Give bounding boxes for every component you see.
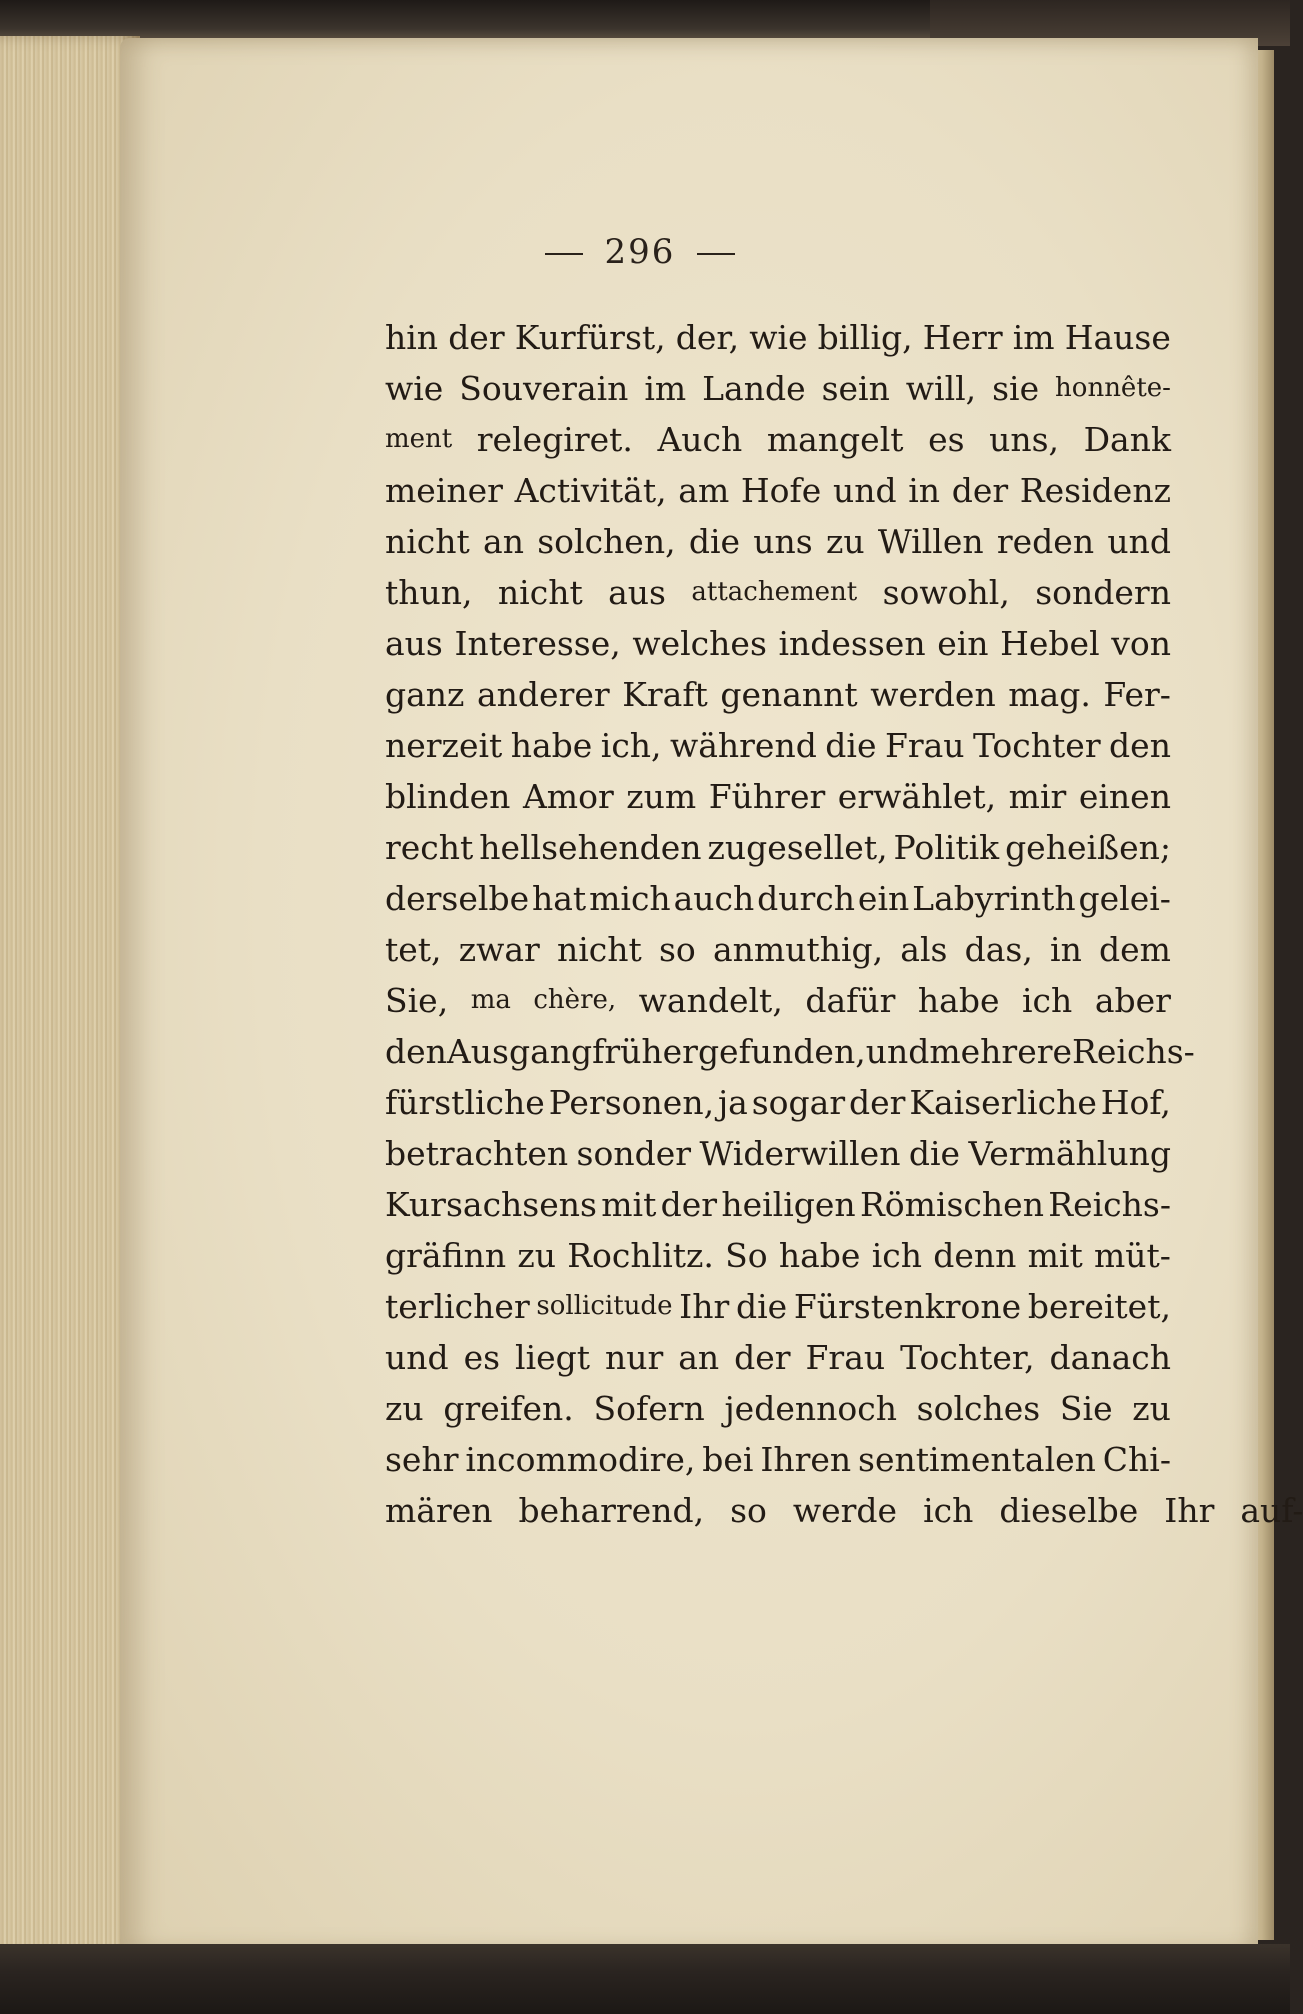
word: Sie, [385, 981, 449, 1020]
word: incommodire, [465, 1440, 696, 1479]
word: sein [821, 369, 890, 408]
word: Reichs- [1048, 1185, 1171, 1224]
word: Fürstenkrone [793, 1287, 1022, 1326]
word: indessen [778, 624, 926, 663]
word: an [483, 522, 524, 561]
word: und [1107, 522, 1171, 561]
word: sondern [1035, 573, 1171, 612]
word: mit [601, 1185, 657, 1224]
word: Interesse, [454, 624, 621, 663]
word: Auch [657, 420, 743, 459]
word: habe [510, 726, 593, 765]
word: hin [385, 318, 439, 357]
word: solchen, [537, 522, 676, 561]
word: einen [1078, 777, 1171, 816]
word: zu [825, 522, 865, 561]
word: Politik [893, 828, 1000, 867]
word: ich [871, 1236, 922, 1275]
word: Sie [1059, 1389, 1113, 1428]
word: hellsehenden [479, 828, 702, 867]
word: sehr [385, 1440, 459, 1479]
word: zum [626, 777, 697, 816]
word: die [908, 1134, 961, 1173]
word: thun, [385, 573, 473, 612]
word: anmuthig, [712, 930, 884, 969]
word: beharrend, [518, 1491, 705, 1530]
word: Souverain [459, 369, 629, 408]
word: Reichs- [1072, 1032, 1195, 1071]
word: im [1012, 318, 1055, 357]
word: Labyrinth [912, 879, 1076, 918]
word: jedennoch [724, 1389, 897, 1428]
word: uns, [989, 420, 1060, 459]
word: dieselbe [999, 1491, 1139, 1530]
word: es [928, 420, 965, 459]
word: meiner [385, 471, 503, 510]
text-line [385, 618, 1171, 669]
word: so [658, 930, 696, 969]
page-header [490, 232, 790, 272]
word: ganz [385, 675, 465, 714]
word: relegiret. [476, 420, 633, 459]
word: aus [608, 573, 666, 612]
word: mangelt [766, 420, 904, 459]
text-line [385, 873, 1171, 924]
word: Kurfürst, [514, 318, 666, 357]
word: Sofern [593, 1389, 705, 1428]
word: ein [857, 879, 910, 918]
word: werde [792, 1491, 898, 1530]
word: Chi- [1102, 1440, 1171, 1479]
word: nur [605, 1338, 664, 1377]
word: nicht [556, 930, 642, 969]
text-line [385, 567, 1171, 618]
word: terlicher [385, 1287, 530, 1326]
word: sowohl, [882, 573, 1010, 612]
word: früher [592, 1032, 698, 1071]
word: betrachten [385, 1134, 569, 1173]
text-line [385, 1434, 1171, 1485]
word: Ihr [679, 1287, 730, 1326]
text-line [385, 975, 1171, 1026]
word: die [688, 522, 741, 561]
text-line [385, 1383, 1171, 1434]
word: die [735, 1287, 788, 1326]
word: habe [778, 1236, 861, 1275]
word: Residenz [1019, 471, 1171, 510]
word: wie [749, 318, 808, 357]
text-line [385, 669, 1171, 720]
word: ma [470, 985, 511, 1015]
word: geheißen; [1005, 828, 1171, 867]
text-line [385, 1128, 1171, 1179]
word: liegt [515, 1338, 591, 1377]
word: Hofe [740, 471, 822, 510]
word: Dank [1083, 420, 1171, 459]
word: Ihr [1164, 1491, 1215, 1530]
word: am [678, 471, 730, 510]
word: müt- [1093, 1236, 1171, 1275]
word: bereitet, [1027, 1287, 1171, 1326]
word: in [1050, 930, 1082, 969]
book-bottom-shadow [0, 1944, 1290, 2014]
word: honnête- [1055, 373, 1171, 403]
word: dem [1099, 930, 1171, 969]
word: Kraft [622, 675, 708, 714]
word: wie [385, 369, 444, 408]
word: so [730, 1491, 767, 1530]
word: gräfinn [385, 1236, 507, 1275]
word: Frau [884, 726, 965, 765]
word: reden [996, 522, 1095, 561]
word: Frau [805, 1338, 886, 1377]
word: Herr [922, 318, 1003, 357]
word: ja [717, 1083, 748, 1122]
word: ich [923, 1491, 974, 1530]
word: Ausgang [446, 1032, 593, 1071]
word: der [734, 1338, 791, 1377]
word: mag. [1008, 675, 1091, 714]
word: gefunden, [697, 1032, 866, 1071]
word: auf- [1240, 1491, 1303, 1530]
word: gelei- [1078, 879, 1171, 918]
word: ich [1022, 981, 1073, 1020]
word: Widerwillen [699, 1134, 901, 1173]
word: aus [385, 624, 443, 663]
word: von [1111, 624, 1171, 663]
word: zugesellet, [707, 828, 888, 867]
word: während [669, 726, 817, 765]
word: der [448, 318, 505, 357]
text-line [385, 1179, 1171, 1230]
word: den [385, 1032, 447, 1071]
word: sogar [751, 1083, 846, 1122]
word: billig, [817, 318, 913, 357]
word: greifen. [443, 1389, 574, 1428]
text-line [385, 720, 1171, 771]
header-dash-right [697, 253, 735, 255]
word: zu [517, 1236, 556, 1275]
word: als [900, 930, 948, 969]
text-line [385, 414, 1171, 465]
word: Willen [877, 522, 984, 561]
word: Kaiserliche [909, 1083, 1097, 1122]
word: erwählet, [837, 777, 997, 816]
text-line [385, 1281, 1171, 1332]
word: Rochlitz. [567, 1236, 714, 1275]
word: danach [1049, 1338, 1171, 1377]
word: Hebel [1000, 624, 1100, 663]
word: wandelt, [638, 981, 783, 1020]
word: zwar [458, 930, 540, 969]
text-line [385, 1026, 1195, 1077]
text-line [385, 1332, 1171, 1383]
word: es [463, 1338, 501, 1377]
word: werden [870, 675, 996, 714]
word: an [678, 1338, 720, 1377]
word: der [849, 1083, 906, 1122]
word: der [951, 471, 1009, 510]
word: So [725, 1236, 768, 1275]
word: recht [385, 828, 474, 867]
text-line [385, 1485, 1303, 1536]
text-line [385, 312, 1171, 363]
word: und [385, 1338, 449, 1377]
word: ment [385, 424, 453, 454]
word: ein [937, 624, 989, 663]
word: derselbe [385, 879, 530, 918]
word: Vermählung [968, 1134, 1171, 1173]
word: hat [532, 879, 587, 918]
word: auch [673, 879, 755, 918]
word: nicht [497, 573, 583, 612]
word: Personen, [548, 1083, 715, 1122]
word: mich [589, 879, 671, 918]
word: nicht [385, 522, 470, 561]
word: sonder [576, 1134, 692, 1173]
word: Hause [1064, 318, 1171, 357]
word: anderer [477, 675, 610, 714]
word: Tochter [972, 726, 1101, 765]
word: mir [1008, 777, 1067, 816]
word: und [832, 471, 897, 510]
word: mären [385, 1491, 493, 1530]
word: sollicitude [536, 1291, 673, 1321]
word: durch [757, 879, 856, 918]
word: Lande [702, 369, 806, 408]
word: Ihren [760, 1440, 852, 1479]
word: nerzeit [385, 726, 503, 765]
text-line [385, 1077, 1171, 1128]
word: bei [702, 1440, 754, 1479]
word: uns [753, 522, 813, 561]
word: der, [675, 318, 740, 357]
word: den [1109, 726, 1171, 765]
word: Kursachsens [385, 1185, 597, 1224]
text-line [385, 363, 1171, 414]
word: ich, [600, 726, 662, 765]
word: fürstliche [385, 1083, 545, 1122]
word: blinden [385, 777, 511, 816]
header-dash-left [545, 253, 583, 255]
word: Amor [522, 777, 614, 816]
word: will, [905, 369, 977, 408]
word: sie [992, 369, 1040, 408]
word: zu [1132, 1389, 1171, 1428]
word: mit [1027, 1236, 1083, 1275]
word: in [908, 471, 941, 510]
text-line [385, 822, 1171, 873]
word: sentimentalen [858, 1440, 1096, 1479]
word: dafür [805, 981, 896, 1020]
text-line [385, 771, 1171, 822]
word: Fer- [1103, 675, 1171, 714]
word: Tochter, [900, 1338, 1035, 1377]
word: Führer [708, 777, 826, 816]
body-text [385, 312, 1303, 1536]
word: habe [917, 981, 1000, 1020]
word: Activität, [514, 471, 667, 510]
word: chère, [533, 985, 617, 1015]
word: im [644, 369, 687, 408]
page-stack-edges [0, 36, 140, 1956]
word: solches [916, 1389, 1041, 1428]
word: heiligen [721, 1185, 856, 1224]
word: Hof, [1100, 1083, 1171, 1122]
word: aber [1094, 981, 1171, 1020]
word: tet, [385, 930, 442, 969]
text-line [385, 516, 1171, 567]
word: Römischen [859, 1185, 1044, 1224]
word: denn [933, 1236, 1017, 1275]
word: genannt [720, 675, 858, 714]
word: zu [385, 1389, 424, 1428]
word: attachement [691, 577, 858, 607]
word: die [825, 726, 877, 765]
text-line [385, 465, 1171, 516]
word: welches [632, 624, 767, 663]
word: und [865, 1032, 930, 1071]
text-line [385, 1230, 1171, 1281]
text-line [385, 924, 1171, 975]
word: mehrere [929, 1032, 1073, 1071]
word: der [660, 1185, 718, 1224]
page-number: 296 [604, 232, 676, 272]
word: das, [964, 930, 1033, 969]
